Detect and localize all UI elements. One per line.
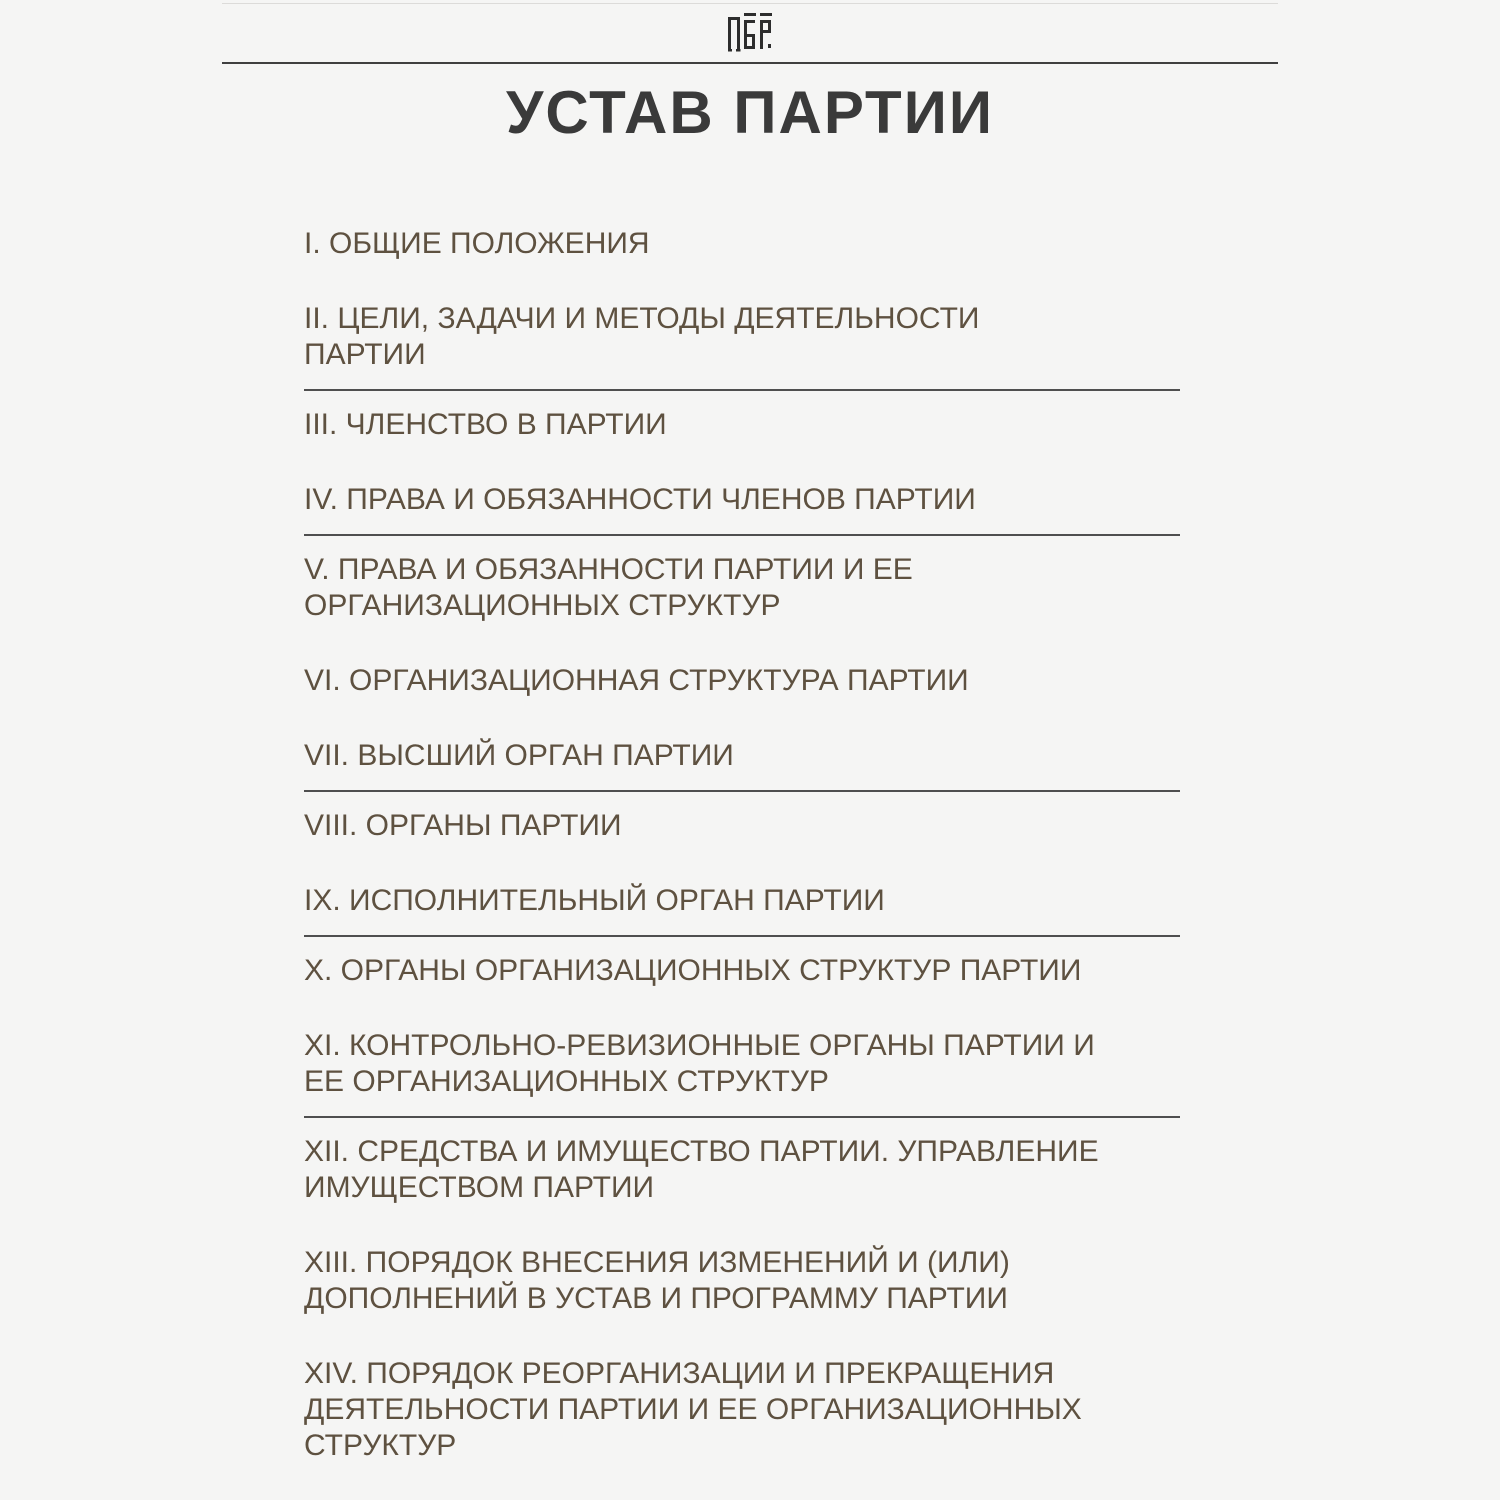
toc-item[interactable]	[304, 808, 1180, 844]
logo-row	[222, 13, 1278, 53]
header-divider	[222, 62, 1278, 64]
toc-item-label[interactable]: V. ПРАВА И ОБЯЗАННОСТИ ПАРТИИ И ЕЕ ОРГАНИЗАЦИОННЫХ СТРУКТУР	[304, 553, 913, 622]
toc-item[interactable]	[304, 1245, 1180, 1317]
section-divider	[304, 1116, 1180, 1118]
toc-item[interactable]	[304, 1028, 1180, 1118]
toc-item[interactable]	[304, 301, 1180, 391]
table-of-contents	[304, 226, 1180, 1464]
toc-item-label[interactable]: XIV. ПОРЯДОК РЕОРГАНИЗАЦИИ И ПРЕКРАЩЕНИЯ ДЕЯТЕЛЬНОСТИ ПАРТИИ И ЕЕ ОРГАНИЗАЦИОННЫХ СТРУКТУР	[304, 1357, 1082, 1462]
page-title: УСТАВ ПАРТИИ	[506, 79, 994, 146]
toc-item-label[interactable]: IV. ПРАВА И ОБЯЗАННОСТИ ЧЛЕНОВ ПАРТИИ	[304, 483, 976, 516]
toc-item-label[interactable]: X. ОРГАНЫ ОРГАНИЗАЦИОННЫХ СТРУКТУР ПАРТИИ	[304, 954, 1082, 987]
section-divider	[304, 389, 1180, 391]
toc-item[interactable]	[304, 953, 1180, 989]
toc-item[interactable]	[304, 407, 1180, 443]
toc-item-label[interactable]: XIII. ПОРЯДОК ВНЕСЕНИЯ ИЗМЕНЕНИЙ И (ИЛИ) ДОПОЛНЕНИЙ В УСТАВ И ПРОГРАММУ ПАРТИИ	[304, 1246, 1010, 1315]
toc-item-label[interactable]: VI. ОРГАНИЗАЦИОННАЯ СТРУКТУРА ПАРТИИ	[304, 664, 969, 697]
toc-item-label[interactable]: III. ЧЛЕНСТВО В ПАРТИИ	[304, 408, 667, 441]
section-divider	[304, 790, 1180, 792]
toc-item-label[interactable]: VII. ВЫСШИЙ ОРГАН ПАРТИИ	[304, 739, 734, 772]
toc-item[interactable]	[304, 738, 1180, 792]
toc-item[interactable]	[304, 1134, 1180, 1206]
toc-item-label[interactable]: VIII. ОРГАНЫ ПАРТИИ	[304, 809, 622, 842]
toc-item[interactable]	[304, 1356, 1180, 1464]
toc-item-label[interactable]: XII. СРЕДСТВА И ИМУЩЕСТВО ПАРТИИ. УПРАВЛЕНИЕ ИМУЩЕСТВОМ ПАРТИИ	[304, 1135, 1099, 1204]
toc-item[interactable]	[304, 883, 1180, 937]
toc-item-label[interactable]: I. ОБЩИЕ ПОЛОЖЕНИЯ	[304, 227, 650, 260]
toc-item-label[interactable]: IX. ИСПОЛНИТЕЛЬНЫЙ ОРГАН ПАРТИИ	[304, 884, 885, 917]
party-logo[interactable]	[728, 13, 772, 53]
content-column	[222, 3, 1278, 1464]
toc-item[interactable]	[304, 226, 1180, 262]
toc-item[interactable]	[304, 663, 1180, 699]
section-divider	[304, 534, 1180, 536]
toc-item-label[interactable]: II. ЦЕЛИ, ЗАДАЧИ И МЕТОДЫ ДЕЯТЕЛЬНОСТИ ПАРТИИ	[304, 302, 980, 371]
party-monogram-icon	[728, 13, 772, 53]
toc-item[interactable]	[304, 482, 1180, 536]
toc-item[interactable]	[304, 552, 1180, 624]
toc-item-label[interactable]: XI. КОНТРОЛЬНО-РЕВИЗИОННЫЕ ОРГАНЫ ПАРТИИ И ЕЕ ОРГАНИЗАЦИОННЫХ СТРУКТУР	[304, 1029, 1095, 1098]
section-divider	[304, 935, 1180, 937]
